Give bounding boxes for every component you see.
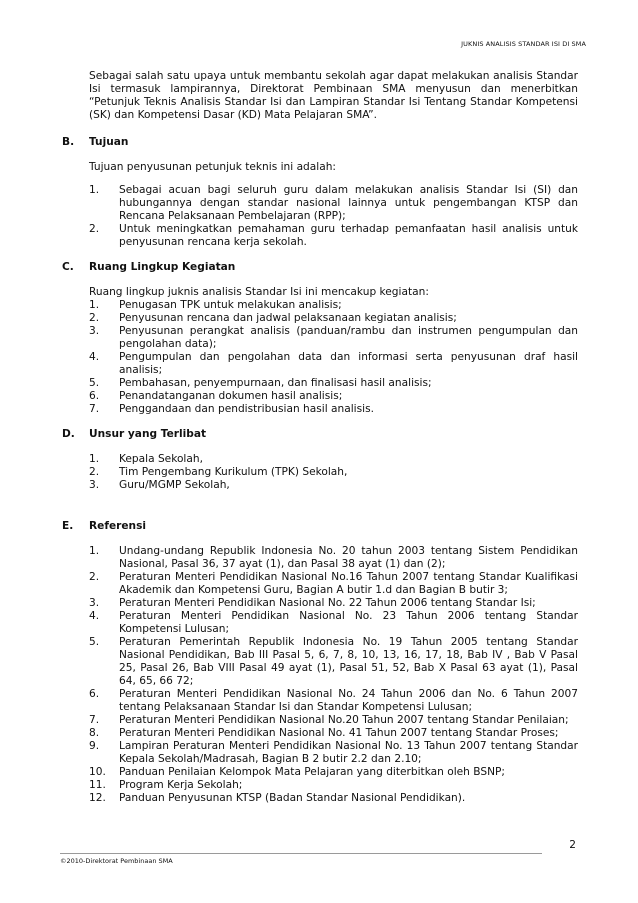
list-item-text: Lampiran Peraturan Menteri Pendidikan Nasional No. 13 Tahun 2007 tentang Standar Kepala Sekolah/Madrasah, Bagian B 2 butir 2.2 dan 2.10;	[119, 740, 578, 765]
section-e-letter: E.	[62, 520, 74, 532]
list-item	[89, 223, 578, 249]
section-b-letter: B.	[62, 136, 75, 148]
list-item-number: 4.	[89, 351, 100, 363]
list-item-text: Undang-undang Republik Indonesia No. 20 tahun 2003 tentang Sistem Pendidikan Nasional, Pasal 36, 37 ayat (1), dan Pasal 38 ayat (1) dan (2);	[119, 545, 578, 570]
list-item-number: 4.	[89, 610, 100, 622]
list-item	[89, 184, 578, 223]
list-item-text: Peraturan Menteri Pendidikan Nasional No.20 Tahun 2007 tentang Standar Penilaian;	[119, 714, 569, 726]
section-c	[62, 261, 578, 416]
list-item	[89, 325, 578, 351]
section-c-lead: Ruang lingkup juknis analisis Standar Isi ini mencakup kegiatan:	[89, 286, 429, 298]
section-b	[62, 136, 578, 249]
list-item-text: Program Kerja Sekolah;	[119, 779, 243, 791]
list-item-number: 6.	[89, 390, 100, 402]
list-item-text: Penyusunan rencana dan jadwal pelaksanaan kegiatan analisis;	[119, 312, 457, 324]
section-d	[62, 428, 578, 492]
list-item	[89, 779, 578, 792]
footer-copyright: ©2010-Direktorat Pembinaan SMA	[60, 857, 173, 865]
list-item	[89, 766, 578, 779]
list-item-number: 8.	[89, 727, 100, 739]
list-item	[89, 610, 578, 636]
list-item	[89, 299, 578, 312]
list-item-text: Penandatanganan dokumen hasil analisis;	[119, 390, 343, 402]
list-item-text: Peraturan Menteri Pendidikan Nasional No.16 Tahun 2007 tentang Standar Kualifikasi Akademik dan Kompetensi Guru, Bagian A butir 1.d dan Bagian B butir 3;	[119, 571, 578, 596]
list-item	[89, 351, 578, 377]
list-item-number: 12.	[89, 792, 106, 804]
list-item-number: 3.	[89, 597, 100, 609]
section-b-title: Tujuan	[89, 136, 129, 148]
list-item-number: 2.	[89, 466, 100, 478]
list-item-number: 2.	[89, 571, 100, 583]
list-item	[89, 466, 578, 479]
list-item-number: 1.	[89, 545, 100, 557]
list-item-text: Untuk meningkatkan pemahaman guru terhadap pemanfaatan hasil analisis untuk penyusunan rencana kerja sekolah.	[119, 223, 578, 248]
list-item-text: Guru/MGMP Sekolah,	[119, 479, 230, 491]
list-item	[89, 403, 578, 416]
list-item-number: 7.	[89, 714, 100, 726]
list-item-text: Peraturan Pemerintah Republik Indonesia No. 19 Tahun 2005 tentang Standar Nasional Pendidikan, Bab III Pasal 5, 6, 7, 8, 10, 13, 16, 17, 18, Bab IV , Bab V Pasal 25, Pasal 26, Bab VIII Pasal 49 ayat (1), Pasal 51, 52, Bab X Pasal 63 ayat (1), Pasal 64, 65, 66 72;	[119, 636, 578, 687]
list-item	[89, 377, 578, 390]
running-header: JUKNIS ANALISIS STANDAR ISI DI SMA	[461, 40, 586, 48]
list-item-text: Kepala Sekolah,	[119, 453, 203, 465]
list-item-text: Pengumpulan dan pengolahan data dan informasi serta penyusunan draf hasil analisis;	[119, 351, 578, 376]
list-item	[89, 636, 578, 688]
list-item-number: 11.	[89, 779, 106, 791]
list-item-text: Panduan Penilaian Kelompok Mata Pelajaran yang diterbitkan oleh BSNP;	[119, 766, 505, 778]
section-c-list	[89, 299, 578, 416]
list-item-text: Penugasan TPK untuk melakukan analisis;	[119, 299, 342, 311]
list-item-number: 1.	[89, 453, 100, 465]
list-item	[89, 792, 578, 805]
list-item	[89, 312, 578, 325]
section-e-heading	[62, 520, 578, 533]
list-item	[89, 688, 578, 714]
list-item	[89, 727, 578, 740]
list-item-number: 1.	[89, 299, 100, 311]
section-d-heading	[62, 428, 578, 441]
list-item-text: Peraturan Menteri Pendidikan Nasional No. 22 Tahun 2006 tentang Standar Isi;	[119, 597, 536, 609]
list-item	[89, 714, 578, 727]
page-number: 2	[569, 839, 576, 851]
list-item-text: Tim Pengembang Kurikulum (TPK) Sekolah,	[119, 466, 348, 478]
list-item-number: 6.	[89, 688, 100, 700]
list-item-text: Panduan Penyusunan KTSP (Badan Standar Nasional Pendidikan).	[119, 792, 466, 804]
list-item-number: 3.	[89, 479, 100, 491]
section-d-letter: D.	[62, 428, 75, 440]
list-item-number: 5.	[89, 636, 100, 648]
list-item-number: 2.	[89, 223, 100, 235]
list-item	[89, 545, 578, 571]
list-item-text: Peraturan Menteri Pendidikan Nasional No. 41 Tahun 2007 tentang Standar Proses;	[119, 727, 559, 739]
page-content	[62, 70, 578, 817]
section-e-list	[89, 545, 578, 805]
list-item	[89, 571, 578, 597]
list-item-text: Peraturan Menteri Pendidikan Nasional No. 24 Tahun 2006 dan No. 6 Tahun 2007 tentang Pelaksanaan Standar Isi dan Standar Kompetensi Lulusan;	[119, 688, 578, 713]
list-item	[89, 479, 578, 492]
section-d-list	[89, 453, 578, 492]
section-e	[62, 520, 578, 805]
list-item-text: Pembahasan, penyempurnaan, dan finalisasi hasil analisis;	[119, 377, 432, 389]
section-b-heading	[62, 136, 578, 149]
section-b-list	[89, 184, 578, 249]
list-item-number: 10.	[89, 766, 106, 778]
footer-divider	[60, 853, 542, 854]
list-item-number: 2.	[89, 312, 100, 324]
list-item	[89, 453, 578, 466]
list-item-number: 7.	[89, 403, 100, 415]
list-item	[89, 390, 578, 403]
intro-paragraph: Sebagai salah satu upaya untuk membantu sekolah agar dapat melakukan analisis Standar Isi termasuk lampirannya, Direktorat Pembinaan SMA menyusun dan menerbitkan “Petunjuk Teknis Analisis Standar Isi dan Lampiran Standar Isi Tentang Standar Kompetensi (SK) dan Kompetensi Dasar (KD) Mata Pelajaran SMA”.	[89, 70, 578, 121]
list-item-number: 5.	[89, 377, 100, 389]
list-item	[89, 597, 578, 610]
section-c-title: Ruang Lingkup Kegiatan	[89, 261, 236, 273]
list-item-text: Penggandaan dan pendistribusian hasil analisis.	[119, 403, 374, 415]
section-b-lead: Tujuan penyusunan petunjuk teknis ini adalah:	[89, 161, 336, 173]
section-c-heading	[62, 261, 578, 274]
list-item-number: 1.	[89, 184, 100, 196]
list-item-text: Penyusunan perangkat analisis (panduan/rambu dan instrumen pengumpulan dan pengolahan data);	[119, 325, 578, 350]
section-d-title: Unsur yang Terlibat	[89, 428, 207, 440]
list-item-text: Sebagai acuan bagi seluruh guru dalam melakukan analisis Standar Isi (SI) dan hubungannya dengan standar nasional lainnya untuk pengembangan KTSP dan Rencana Pelaksanaan Pembelajaran (RPP);	[119, 184, 578, 222]
list-item-text: Peraturan Menteri Pendidikan Nasional No. 23 Tahun 2006 tentang Standar Kompetensi Lulusan;	[119, 610, 578, 635]
section-c-letter: C.	[62, 261, 74, 273]
list-item-number: 9.	[89, 740, 100, 752]
list-item	[89, 740, 578, 766]
list-item-number: 3.	[89, 325, 100, 337]
section-e-title: Referensi	[89, 520, 147, 532]
